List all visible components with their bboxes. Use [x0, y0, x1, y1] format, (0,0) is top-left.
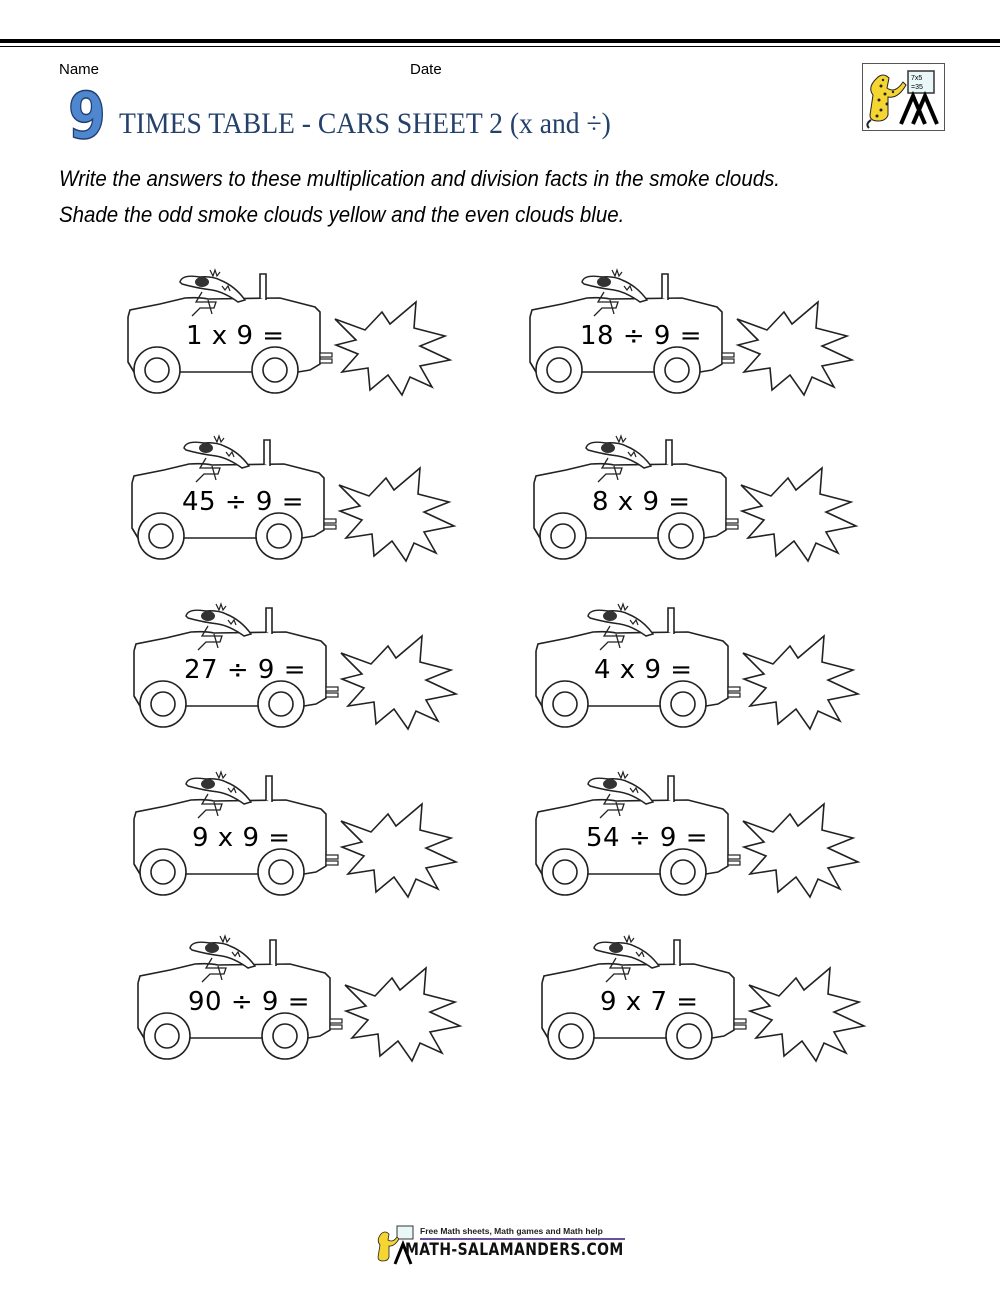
car-drawing	[120, 262, 480, 402]
car-drawing	[522, 262, 882, 402]
salamander-teacher-icon	[863, 64, 944, 130]
logo-board-text: 7x5	[911, 75, 923, 82]
car-question-8	[528, 764, 888, 904]
smoke-cloud	[345, 968, 460, 1061]
smoke-cloud	[737, 302, 852, 395]
title-number: 9	[68, 80, 105, 154]
car-drawing	[124, 428, 484, 568]
question-text: 54 ÷ 9 =	[586, 823, 708, 853]
smoke-cloud	[749, 968, 864, 1061]
top-border-thick	[0, 39, 1000, 43]
car-drawing	[528, 764, 888, 904]
question-text: 90 ÷ 9 =	[188, 987, 310, 1017]
car-question-10	[534, 928, 894, 1068]
top-border-thin	[0, 46, 1000, 47]
car-question-1	[120, 262, 480, 402]
car-question-3	[124, 428, 484, 568]
car-drawing	[126, 596, 486, 736]
car-question-2	[522, 262, 882, 402]
car-drawing	[130, 928, 490, 1068]
question-text: 9 x 9 =	[192, 823, 291, 853]
instruction-line-2: Shade the odd smoke clouds yellow and the even clouds blue.	[59, 202, 625, 227]
smoke-cloud	[743, 636, 858, 729]
smoke-cloud	[339, 468, 454, 561]
question-text: 1 x 9 =	[186, 321, 285, 351]
car-drawing	[126, 764, 486, 904]
car-drawing	[534, 928, 894, 1068]
car-drawing	[526, 428, 886, 568]
question-text: 9 x 7 =	[600, 987, 699, 1017]
smoke-cloud	[341, 636, 456, 729]
car-question-5	[126, 596, 486, 736]
question-text: 18 ÷ 9 =	[580, 321, 702, 351]
car-drawing	[528, 596, 888, 736]
question-text: 45 ÷ 9 =	[182, 487, 304, 517]
date-label: Date	[410, 61, 442, 78]
car-question-7	[126, 764, 486, 904]
question-text: 27 ÷ 9 =	[184, 655, 306, 685]
name-label: Name	[59, 61, 100, 78]
footer-tagline: Free Math sheets, Math games and Math help	[420, 1226, 603, 1236]
smoke-cloud	[741, 468, 856, 561]
salamander-logo	[862, 63, 945, 131]
car-question-4	[526, 428, 886, 568]
smoke-cloud	[335, 302, 450, 395]
question-text: 4 x 9 =	[594, 655, 693, 685]
car-question-6	[528, 596, 888, 736]
instruction-line-1: Write the answers to these multiplication and division facts in the smoke clouds.	[59, 166, 780, 191]
car-question-9	[130, 928, 490, 1068]
footer-logo	[375, 1224, 635, 1269]
question-text: 8 x 9 =	[592, 487, 691, 517]
svg-text:=35: =35	[911, 84, 923, 91]
smoke-cloud	[743, 804, 858, 897]
footer-site-name: MATH-SALAMANDERS.COM	[405, 1240, 624, 1260]
smoke-cloud	[341, 804, 456, 897]
page-title: TIMES TABLE - CARS SHEET 2 (x and ÷)	[119, 107, 611, 140]
